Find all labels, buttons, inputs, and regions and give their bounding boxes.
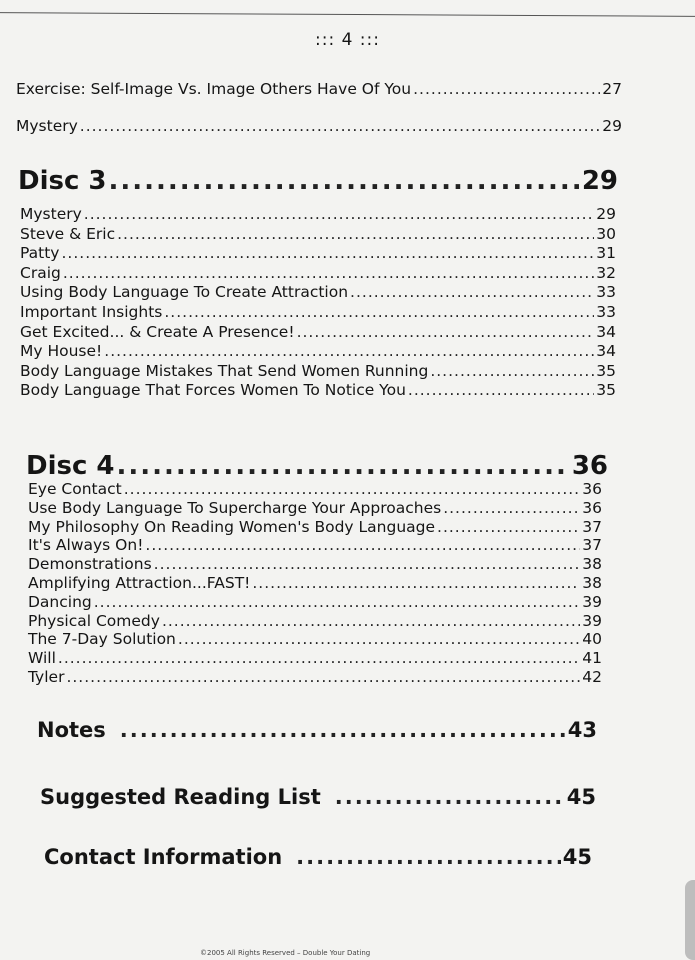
toc-entry-title: Demonstrations <box>28 555 152 574</box>
toc-entry-title: Body Language Mistakes That Send Women Running <box>20 361 429 380</box>
disc4-heading-title: Disc 4 <box>26 451 115 481</box>
toc-entry-page: 33 <box>596 283 616 302</box>
toc-entry <box>20 225 616 244</box>
dot-leader <box>61 244 594 262</box>
toc-entry-page: 35 <box>596 381 616 400</box>
toc-entry-page: 37 <box>582 517 602 536</box>
dot-leader <box>66 668 580 686</box>
toc-entry-title: Using Body Language To Create Attraction <box>20 283 349 302</box>
toc-entry <box>28 536 602 555</box>
section-entry-page: 45 <box>562 845 592 869</box>
section-entry-page: 43 <box>567 718 597 742</box>
page-top-rule <box>0 12 695 17</box>
toc-entry <box>16 117 622 136</box>
dot-leader <box>63 264 594 282</box>
toc-entry <box>20 244 616 263</box>
toc-entry <box>28 499 602 518</box>
toc-entry-title: Steve & Eric <box>20 224 116 243</box>
dot-leader <box>178 630 580 648</box>
dot-leader <box>252 574 580 592</box>
disc4-heading <box>26 451 608 483</box>
dot-leader <box>162 612 580 630</box>
toc-entry-page: 36 <box>582 480 602 498</box>
page-number: ::: 4 ::: <box>315 30 380 50</box>
dot-leader <box>80 117 600 135</box>
toc-entry-title: Tyler <box>28 668 65 686</box>
copyright-footer: ©2005 All Rights Reserved – Double Your Dating <box>200 949 371 957</box>
toc-entry <box>28 649 602 668</box>
toc-entry-page: 34 <box>596 322 616 341</box>
dot-leader <box>84 205 594 223</box>
toc-entry <box>20 323 616 342</box>
dot-leader <box>296 845 561 869</box>
toc-entry-page: 41 <box>582 649 602 668</box>
toc-entry <box>20 381 616 400</box>
dot-leader <box>117 451 570 481</box>
toc-entry-page: 29 <box>602 117 622 135</box>
toc-entry-page: 30 <box>596 224 616 243</box>
section-entry-title: Notes <box>37 718 106 742</box>
disc3-heading <box>18 166 618 198</box>
toc-entry-page: 38 <box>582 574 602 592</box>
toc-entry-title: Craig <box>20 263 61 282</box>
toc-entry <box>28 574 602 593</box>
toc-entry-page: 35 <box>596 361 616 380</box>
toc-entry-title: Important Insights <box>20 303 163 321</box>
toc-entry-page: 32 <box>596 263 616 282</box>
toc-entry-title: Exercise: Self-Image Vs. Image Others Have Of You <box>16 80 412 98</box>
dot-leader <box>124 480 581 498</box>
toc-entry-page: 39 <box>582 611 602 630</box>
toc-entry-title: Mystery <box>20 205 82 223</box>
toc-entry-title: Eye Contact <box>28 480 122 498</box>
toc-entry <box>28 630 602 649</box>
toc-entry <box>20 303 616 322</box>
dot-leader <box>117 225 594 243</box>
toc-entry-title: Amplifying Attraction...FAST! <box>28 574 251 592</box>
dot-leader <box>335 785 565 809</box>
disc3-heading-title: Disc 3 <box>18 166 107 196</box>
dot-leader <box>145 536 580 554</box>
section-entry <box>40 785 596 815</box>
toc-entry-title: Physical Comedy <box>28 611 160 630</box>
disc3-heading-page: 29 <box>581 166 618 196</box>
toc-entry-title: The 7-Day Solution <box>28 630 176 649</box>
toc-entry <box>28 480 602 499</box>
toc-entry-page: 40 <box>582 630 602 649</box>
toc-entry-title: Mystery <box>16 117 78 135</box>
toc-entry-page: 31 <box>596 244 616 263</box>
toc-entry <box>20 362 616 381</box>
dot-leader <box>164 303 594 321</box>
dot-leader <box>350 283 594 301</box>
toc-entry-page: 33 <box>596 303 616 321</box>
toc-entry <box>28 593 602 612</box>
section-entry <box>37 718 597 748</box>
dot-leader <box>109 166 580 196</box>
section-entry-page: 45 <box>566 785 596 809</box>
dot-leader <box>430 362 594 380</box>
toc-entry-page: 42 <box>582 668 602 686</box>
dot-leader <box>58 649 580 667</box>
toc-entry <box>16 80 622 99</box>
section-entry-title: Suggested Reading List <box>40 785 321 809</box>
dot-leader <box>94 593 581 611</box>
toc-entry-page: 34 <box>596 342 616 361</box>
toc-entry-page: 29 <box>596 205 616 223</box>
dot-leader <box>104 342 594 360</box>
toc-entry-page: 39 <box>582 592 602 611</box>
toc-entry <box>28 518 602 537</box>
dot-leader <box>443 499 580 517</box>
toc-entry <box>28 612 602 631</box>
toc-entry-title: My Philosophy On Reading Women's Body Language <box>28 517 436 536</box>
toc-entry-page: 38 <box>582 555 602 574</box>
toc-entry <box>20 342 616 361</box>
toc-entry-title: It's Always On! <box>28 536 144 555</box>
toc-entry-title: Use Body Language To Supercharge Your Approaches <box>28 498 442 517</box>
toc-entry <box>28 668 602 687</box>
dot-leader <box>408 381 594 399</box>
page-curl <box>685 880 695 960</box>
dot-leader <box>413 80 600 98</box>
dot-leader <box>120 718 566 742</box>
section-entry-title: Contact Information <box>44 845 283 869</box>
toc-entry-title: Patty <box>20 244 60 263</box>
toc-entry-page: 37 <box>582 536 602 555</box>
toc-entry-page: 36 <box>582 498 602 517</box>
toc-entry <box>20 205 616 224</box>
dot-leader <box>154 555 581 573</box>
toc-entry <box>20 283 616 302</box>
dot-leader <box>297 323 595 341</box>
toc-entry-title: Dancing <box>28 592 92 611</box>
dot-leader <box>437 518 580 536</box>
disc4-heading-page: 36 <box>571 451 608 481</box>
toc-entry-title: Will <box>28 649 56 668</box>
toc-entry <box>28 555 602 574</box>
section-entry <box>44 845 592 875</box>
toc-entry-title: Body Language That Forces Women To Notice You <box>20 381 406 400</box>
toc-entry <box>20 264 616 283</box>
toc-entry-title: Get Excited... & Create A Presence! <box>20 322 295 341</box>
toc-entry-title: My House! <box>20 342 103 361</box>
toc-entry-page: 27 <box>602 80 622 98</box>
